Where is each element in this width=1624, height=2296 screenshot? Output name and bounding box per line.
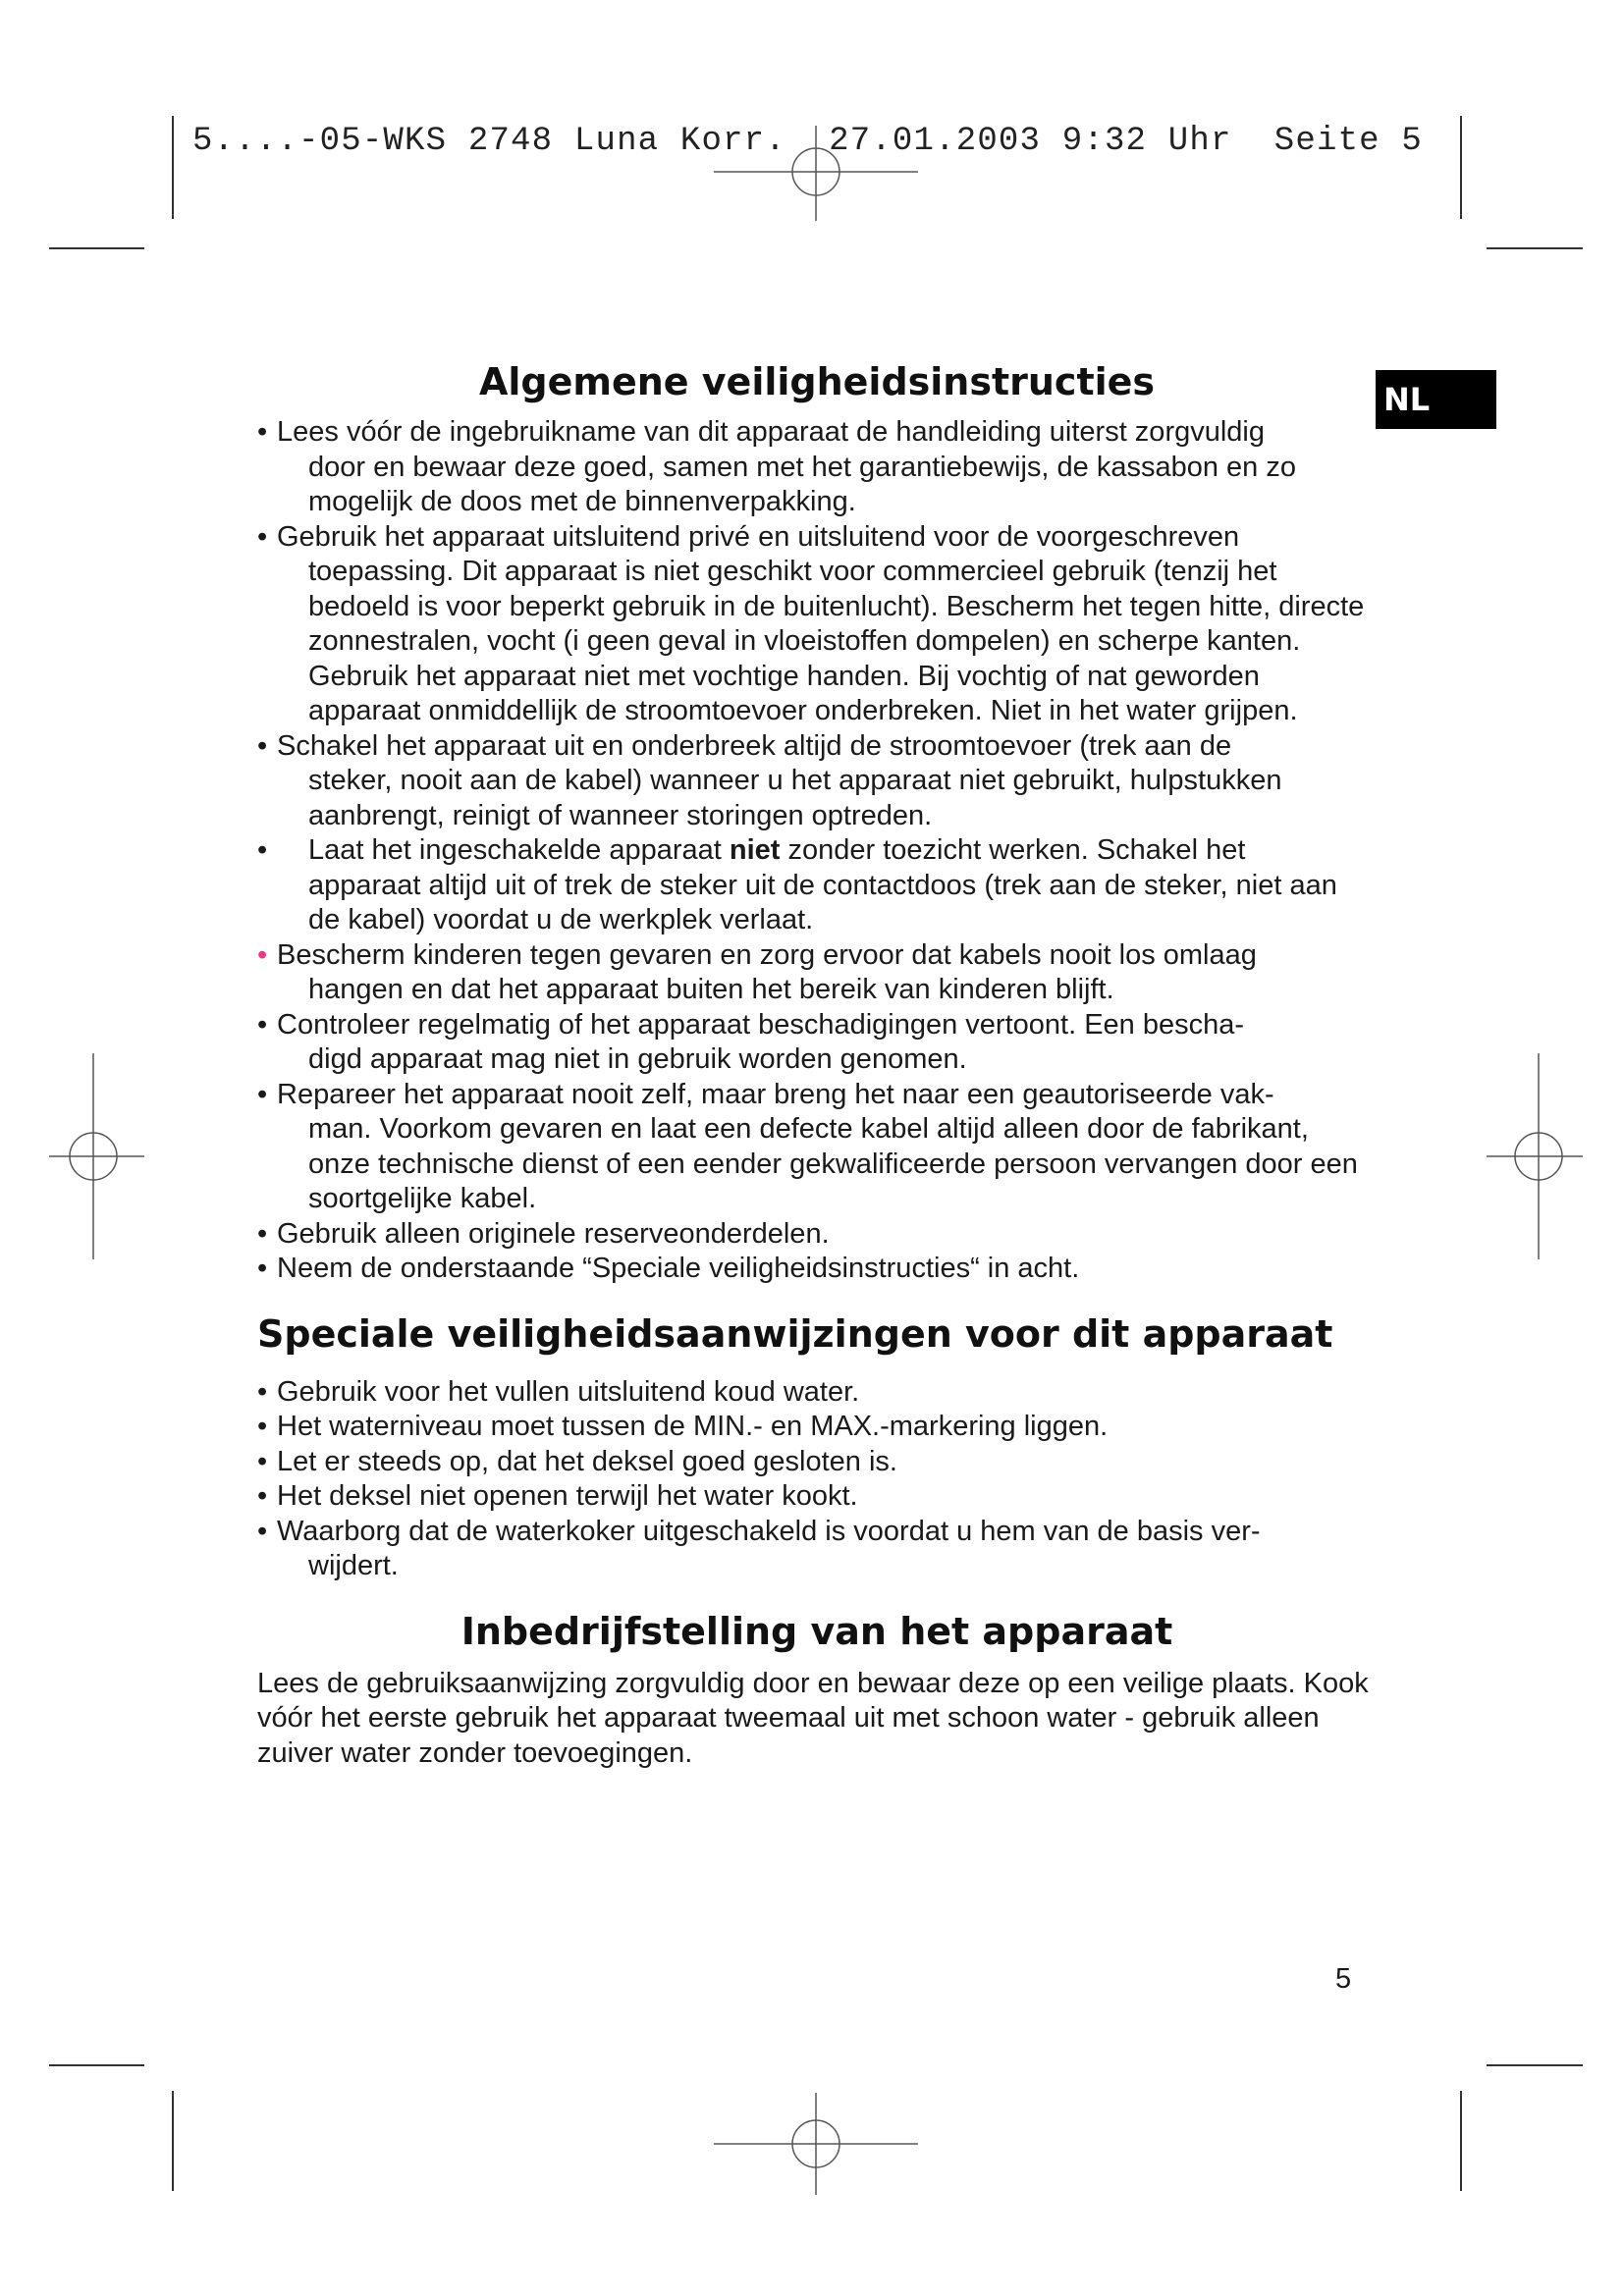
list-item (257, 833, 1377, 938)
list-item (257, 1375, 1377, 1411)
list-item-continuation: man. Voorkom gevaren en laat een defecte kabel altijd alleen door de fabrikant, onze technische dienst of een eender gekwalificeerde persoon vervangen door een soortgelijke kabel. (308, 1113, 1358, 1214)
bullet-icon: • (257, 834, 268, 866)
section-title-general-safety: Algemene veiligheidsinstructies (478, 360, 1156, 403)
bullet-icon: • (257, 1445, 268, 1477)
page-number: 5 (1335, 1963, 1352, 1995)
bullet-icon: • (257, 1411, 268, 1442)
list-item (257, 1252, 1377, 1287)
list-item-first-line: Waarborg dat de waterkoker uitgeschakeld is voordat u hem van de basis ver- (277, 1515, 1261, 1547)
bullet-icon: • (257, 1253, 268, 1284)
general-safety-list (257, 415, 1377, 1287)
list-item (257, 938, 1377, 1008)
bullet-icon: • (257, 520, 268, 553)
bullet-icon: • (257, 416, 268, 448)
list-item-continuation: door en bewaar deze goed, samen met het garantiebewijs, de kassabon en zo mogelijk de doos met de binnenverpakking. (308, 451, 1296, 517)
list-item (257, 1479, 1377, 1515)
print-slug: 5....-05-WKS 2748 Luna Korr. 27.01.2003 9:32 Uhr Seite 5 (192, 123, 1423, 160)
bullet-icon: • (257, 729, 268, 762)
registration-mark-left (49, 1053, 144, 1259)
bullet-icon: • (257, 1480, 268, 1512)
section-title-startup: Inbedrijfstelling van het apparaat (460, 1609, 1173, 1653)
list-item-continuation: digd apparaat mag niet in gebruik worden genomen. (308, 1043, 967, 1075)
bullet-icon: • (257, 1217, 268, 1250)
list-item-continuation: wijdert. (308, 1550, 399, 1581)
document-body (257, 358, 1377, 1771)
startup-paragraph: Lees de gebruiksaanwijzing zorgvuldig door en bewaar deze op een veilige plaats. Kook vóór het eerste gebruik het apparaat tweemaal uit met schoon water - gebruik alleen zuiver water zonder toevoegingen. (257, 1667, 1369, 1769)
list-item-first-line: Lees vóór de ingebruikname van dit apparaat de handleiding uiterst zorgvuldig (277, 416, 1265, 448)
bullet-icon: • (257, 1515, 268, 1547)
list-item-first-line: Gebruik het apparaat uitsluitend privé en uitsluitend voor de voorgeschreven (277, 520, 1240, 553)
list-item-first-line: Het deksel niet openen terwijl het water kookt. (277, 1480, 858, 1512)
bullet-icon: • (257, 1375, 268, 1408)
list-item-continuation: toepassing. Dit apparaat is niet geschikt voor commercieel gebruik (tenzij het bedoeld is voor beperkt gebruik in de buitenlucht). Bescherm het tegen hitte, directe zonnestralen, vocht (i geen geval in vloeistoffen dompelen) en scherpe kanten. Gebruik het apparaat niet met vochtige handen. Bij vochtig of nat geworden apparaat onmiddellijk de stroomtoevoer onderbreken. Niet in het water grijpen. (308, 556, 1365, 726)
list-item-first-line (308, 834, 1245, 866)
list-item-first-line: Het waterniveau moet tussen de MIN.- en MAX.-markering liggen. (277, 1411, 1109, 1442)
language-tab: NL (1376, 370, 1496, 429)
list-item (257, 1445, 1377, 1480)
special-safety-list (257, 1375, 1377, 1584)
list-item-continuation: hangen en dat het apparaat buiten het bereik van kinderen blijft. (308, 974, 1114, 1005)
list-item-first-line: Let er steeds op, dat het deksel goed gesloten is. (277, 1445, 897, 1477)
list-item-first-line: Neem de onderstaande “Speciale veiligheidsinstructies“ in acht. (277, 1253, 1080, 1284)
list-item-continuation: apparaat altijd uit of trek de steker uit de contactdoos (trek aan de steker, niet aan de kabel) voordat u de werkplek verlaat. (308, 869, 1337, 935)
list-item-first-line: Bescherm kinderen tegen gevaren en zorg ervoor dat kabels nooit los omlaag (277, 938, 1257, 971)
bullet-icon: • (257, 1008, 268, 1041)
text-run: Laat het ingeschakelde apparaat (308, 834, 730, 866)
emphasis-text: niet (729, 834, 781, 866)
list-item (257, 415, 1377, 520)
list-item (257, 1217, 1377, 1253)
list-item-first-line: Controleer regelmatig of het apparaat beschadigingen vertoont. Een bescha- (277, 1008, 1245, 1041)
list-item-first-line: Schakel het apparaat uit en onderbreek altijd de stroomtoevoer (trek aan de (277, 729, 1232, 762)
list-item-continuation: steker, nooit aan de kabel) wanneer u het apparaat niet gebruikt, hulpstukken aanbrengt, reinigt of wanneer storingen optreden. (308, 765, 1282, 831)
bullet-icon: • (257, 1078, 268, 1110)
text-run: zonder toezicht werken. Schakel het (780, 834, 1246, 866)
section-title-special-safety: Speciale veiligheidsaanwijzingen voor dit apparaat (257, 1311, 1333, 1356)
bullet-icon: • (257, 938, 268, 971)
list-item-first-line: Repareer het apparaat nooit zelf, maar breng het naar een geautoriseerde vak- (277, 1078, 1274, 1110)
list-item-first-line: Gebruik alleen originele reserveonderdelen. (277, 1217, 830, 1250)
list-item (257, 1515, 1377, 1584)
list-item-first-line: Gebruik voor het vullen uitsluitend koud water. (277, 1375, 860, 1408)
list-item (257, 1008, 1377, 1078)
registration-mark-bottom (714, 2093, 918, 2195)
list-item (257, 1078, 1377, 1217)
registration-mark-right (1487, 1053, 1583, 1259)
list-item (257, 1410, 1377, 1445)
list-item (257, 729, 1377, 834)
list-item (257, 520, 1377, 729)
